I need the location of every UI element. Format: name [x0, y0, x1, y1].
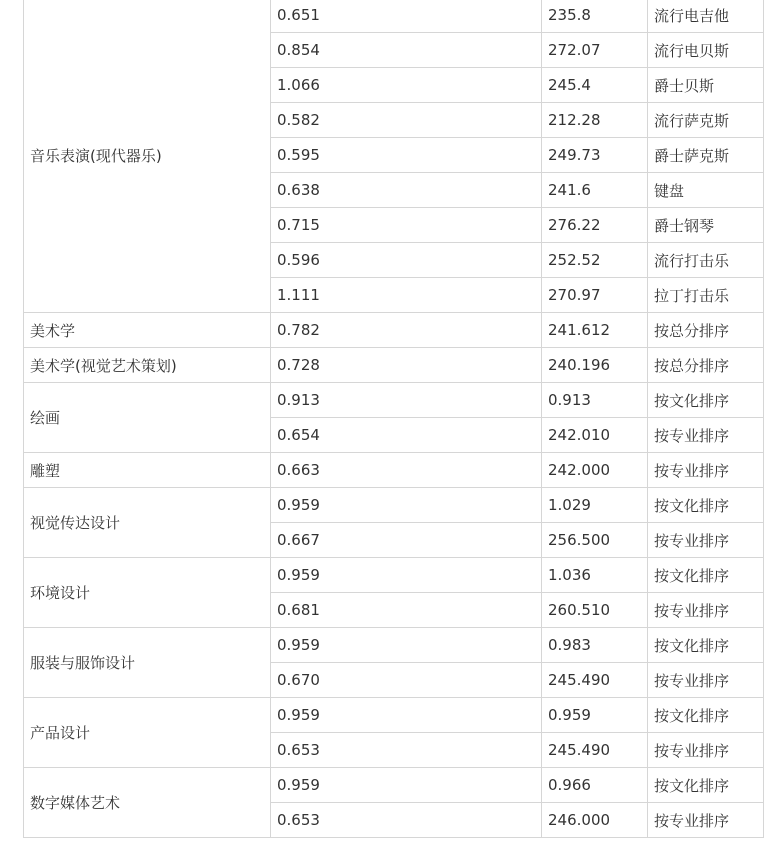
line-cell: 270.97	[542, 278, 648, 313]
note-cell: 按文化排序	[648, 768, 764, 803]
score-cell: 0.782	[271, 313, 542, 348]
note-cell: 流行电吉他	[648, 0, 764, 33]
note-cell: 按总分排序	[648, 313, 764, 348]
score-cell: 0.681	[271, 593, 542, 628]
note-cell: 爵士萨克斯	[648, 138, 764, 173]
major-cell: 美术学	[24, 313, 271, 348]
table-row	[24, 488, 764, 523]
major-cell: 数字媒体艺术	[24, 768, 271, 838]
note-cell: 按总分排序	[648, 348, 764, 383]
table-row	[24, 453, 764, 488]
note-cell: 按专业排序	[648, 663, 764, 698]
note-cell: 流行打击乐	[648, 243, 764, 278]
score-cell: 0.595	[271, 138, 542, 173]
note-cell: 流行电贝斯	[648, 33, 764, 68]
major-cell: 雕塑	[24, 453, 271, 488]
note-cell: 按文化排序	[648, 383, 764, 418]
note-cell: 按专业排序	[648, 523, 764, 558]
table-row	[24, 383, 764, 418]
score-cell: 0.715	[271, 208, 542, 243]
line-cell: 246.000	[542, 803, 648, 838]
line-cell: 240.196	[542, 348, 648, 383]
table-row	[24, 0, 764, 33]
note-cell: 拉丁打击乐	[648, 278, 764, 313]
score-cell: 1.111	[271, 278, 542, 313]
note-cell: 按专业排序	[648, 453, 764, 488]
score-cell: 0.959	[271, 768, 542, 803]
line-cell: 245.490	[542, 733, 648, 768]
note-cell: 按专业排序	[648, 418, 764, 453]
score-cell: 0.653	[271, 733, 542, 768]
score-cell: 0.959	[271, 488, 542, 523]
major-cell: 环境设计	[24, 558, 271, 628]
line-cell: 241.6	[542, 173, 648, 208]
major-cell: 服装与服饰设计	[24, 628, 271, 698]
score-cell: 0.959	[271, 698, 542, 733]
line-cell: 252.52	[542, 243, 648, 278]
table-row	[24, 558, 764, 593]
note-cell: 按文化排序	[648, 628, 764, 663]
major-cell: 产品设计	[24, 698, 271, 768]
table-row	[24, 628, 764, 663]
score-cell: 0.596	[271, 243, 542, 278]
score-cell: 0.854	[271, 33, 542, 68]
line-cell: 249.73	[542, 138, 648, 173]
table-row	[24, 698, 764, 733]
table-row	[24, 313, 764, 348]
major-cell: 音乐表演(现代器乐)	[24, 0, 271, 313]
score-cell: 0.582	[271, 103, 542, 138]
score-cell: 0.670	[271, 663, 542, 698]
note-cell: 爵士钢琴	[648, 208, 764, 243]
line-cell: 256.500	[542, 523, 648, 558]
line-cell: 276.22	[542, 208, 648, 243]
score-cell: 0.913	[271, 383, 542, 418]
line-cell: 245.4	[542, 68, 648, 103]
score-cell: 0.728	[271, 348, 542, 383]
note-cell: 按文化排序	[648, 558, 764, 593]
score-cell: 0.959	[271, 628, 542, 663]
table-body	[24, 0, 764, 838]
note-cell: 流行萨克斯	[648, 103, 764, 138]
line-cell: 260.510	[542, 593, 648, 628]
note-cell: 按文化排序	[648, 488, 764, 523]
admission-score-table	[23, 0, 764, 838]
note-cell: 按专业排序	[648, 733, 764, 768]
line-cell: 0.966	[542, 768, 648, 803]
line-cell: 1.029	[542, 488, 648, 523]
table-row	[24, 768, 764, 803]
score-cell: 0.653	[271, 803, 542, 838]
score-cell: 0.654	[271, 418, 542, 453]
line-cell: 245.490	[542, 663, 648, 698]
score-cell: 0.638	[271, 173, 542, 208]
line-cell: 0.983	[542, 628, 648, 663]
line-cell: 272.07	[542, 33, 648, 68]
line-cell: 241.612	[542, 313, 648, 348]
line-cell: 242.010	[542, 418, 648, 453]
line-cell: 0.913	[542, 383, 648, 418]
major-cell: 视觉传达设计	[24, 488, 271, 558]
line-cell: 242.000	[542, 453, 648, 488]
major-cell: 美术学(视觉艺术策划)	[24, 348, 271, 383]
line-cell: 0.959	[542, 698, 648, 733]
table-row	[24, 348, 764, 383]
note-cell: 按文化排序	[648, 698, 764, 733]
line-cell: 235.8	[542, 0, 648, 33]
score-cell: 0.651	[271, 0, 542, 33]
score-cell: 1.066	[271, 68, 542, 103]
line-cell: 212.28	[542, 103, 648, 138]
note-cell: 爵士贝斯	[648, 68, 764, 103]
note-cell: 按专业排序	[648, 803, 764, 838]
score-cell: 0.667	[271, 523, 542, 558]
line-cell: 1.036	[542, 558, 648, 593]
score-cell: 0.663	[271, 453, 542, 488]
major-cell: 绘画	[24, 383, 271, 453]
note-cell: 键盘	[648, 173, 764, 208]
score-cell: 0.959	[271, 558, 542, 593]
note-cell: 按专业排序	[648, 593, 764, 628]
